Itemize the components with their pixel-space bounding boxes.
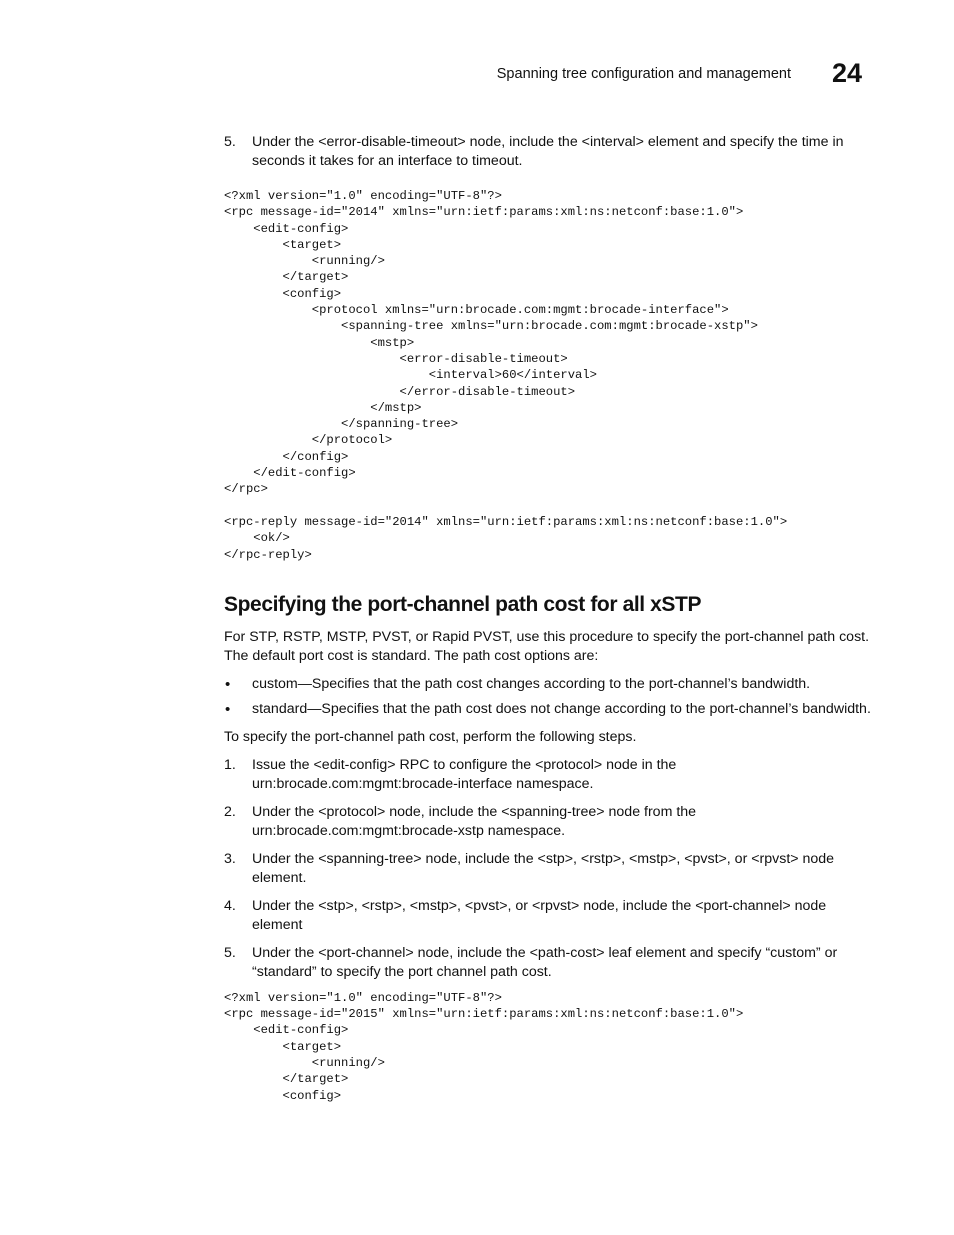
code-line: </mstp> xyxy=(224,400,422,415)
running-header-title: Spanning tree configuration and management xyxy=(496,66,791,82)
code-line: <error-disable-timeout> xyxy=(224,351,568,366)
code-line: <spanning-tree xmlns="urn:brocade.com:mgmt:brocade-xstp"> xyxy=(224,319,758,334)
code-line: </rpc-reply> xyxy=(224,547,312,562)
code-line: </rpc> xyxy=(224,482,268,497)
step-text: Under the <port-channel> node, include the <path-cost> leaf element and specify “custom” or “standard” to specify the port channel path cost. xyxy=(252,944,838,980)
code-line: </edit-config> xyxy=(224,466,356,481)
step-item xyxy=(224,803,874,841)
bullet-item xyxy=(224,700,874,719)
step-number: 1. xyxy=(224,756,236,773)
bullet-icon: • xyxy=(225,675,231,693)
step-number: 5. xyxy=(224,944,236,961)
code-line: </target> xyxy=(224,270,349,285)
step-item xyxy=(224,897,874,935)
code-line: </error-disable-timeout> xyxy=(224,384,576,399)
page-header xyxy=(0,58,954,88)
code-block xyxy=(224,990,874,1104)
code-line: <target> xyxy=(224,237,342,252)
step-item xyxy=(224,756,874,794)
code-line: <mstp> xyxy=(224,335,415,350)
code-line: <rpc message-id="2015" xmlns="urn:ietf:params:xml:ns:netconf:base:1.0"> xyxy=(224,1007,744,1022)
code-line: <?xml version="1.0" encoding="UTF-8"?> xyxy=(224,990,502,1005)
step-item xyxy=(224,133,874,171)
chapter-number: 24 xyxy=(832,58,863,88)
code-line: </target> xyxy=(224,1072,349,1087)
section-heading: Specifying the port-channel path cost for all xSTP xyxy=(224,592,702,616)
code-line: <running/> xyxy=(224,1056,385,1071)
bullet-text: —Specifies that the path cost does not change according to the port-channel’s bandwidth. xyxy=(307,700,871,717)
code-line: <running/> xyxy=(224,254,385,269)
step-text: Under the <stp>, <rstp>, <mstp>, <pvst>, or <rpvst> node, include the <port-channel> node element xyxy=(252,897,827,933)
step-number: 3. xyxy=(224,850,236,867)
code-line: <edit-config> xyxy=(224,221,349,236)
step-text: Under the <spanning-tree> node, include the <stp>, <rstp>, <mstp>, <pvst>, or <rpvst> node element. xyxy=(252,850,835,886)
code-block xyxy=(224,188,874,563)
page-content xyxy=(224,133,874,1104)
code-line: <config> xyxy=(224,1088,342,1103)
code-line: </config> xyxy=(224,449,349,464)
code-line: <rpc-reply message-id="2014" xmlns="urn:ietf:params:xml:ns:netconf:base:1.0"> xyxy=(224,514,788,529)
step-text: Issue the <edit-config> RPC to configure the <protocol> node in the urn:brocade.com:mgmt:brocade-interface namespace. xyxy=(252,756,677,792)
step-number: 5. xyxy=(224,134,236,150)
intro-keyword: standard xyxy=(371,647,427,664)
code-line: <ok/> xyxy=(224,531,290,546)
code-line: </spanning-tree> xyxy=(224,417,459,432)
intro-text: For STP, RSTP, MSTP, PVST, or Rapid PVST, use this procedure to specify the port-channel path cost. The default port cost is xyxy=(224,628,870,664)
code-line: <interval>60</interval> xyxy=(224,368,597,383)
bullet-icon: • xyxy=(225,700,231,718)
step-text: Under the <protocol> node, include the <spanning-tree> node from the urn:brocade.com:mgmt:brocade-xstp namespace. xyxy=(252,803,697,839)
code-line: <protocol xmlns="urn:brocade.com:mgmt:brocade-interface"> xyxy=(224,303,729,318)
step-number: 4. xyxy=(224,897,236,914)
bullet-text: —Specifies that the path cost changes according to the port-channel’s bandwidth. xyxy=(297,675,811,692)
step-number: 2. xyxy=(224,803,236,820)
intro-text-end: . The path cost options are: xyxy=(426,647,599,664)
code-line: </protocol> xyxy=(224,433,393,448)
code-line xyxy=(224,498,874,514)
bullet-keyword: standard xyxy=(252,700,308,717)
bullet-item xyxy=(224,675,874,694)
code-line: <config> xyxy=(224,286,342,301)
step-text: Under the <error-disable-timeout> node, include the <interval> element and specify the time in seconds it takes for an interface to timeout. xyxy=(252,134,844,169)
code-line: <rpc message-id="2014" xmlns="urn:ietf:params:xml:ns:netconf:base:1.0"> xyxy=(224,205,744,220)
step-item xyxy=(224,850,874,888)
step-item xyxy=(224,944,874,982)
code-line: <edit-config> xyxy=(224,1023,349,1038)
lead-paragraph: To specify the port-channel path cost, perform the following steps. xyxy=(224,728,637,745)
bullet-keyword: custom xyxy=(252,675,298,692)
intro-paragraph xyxy=(224,628,874,666)
code-line: <?xml version="1.0" encoding="UTF-8"?> xyxy=(224,189,502,203)
code-line: <target> xyxy=(224,1039,342,1054)
